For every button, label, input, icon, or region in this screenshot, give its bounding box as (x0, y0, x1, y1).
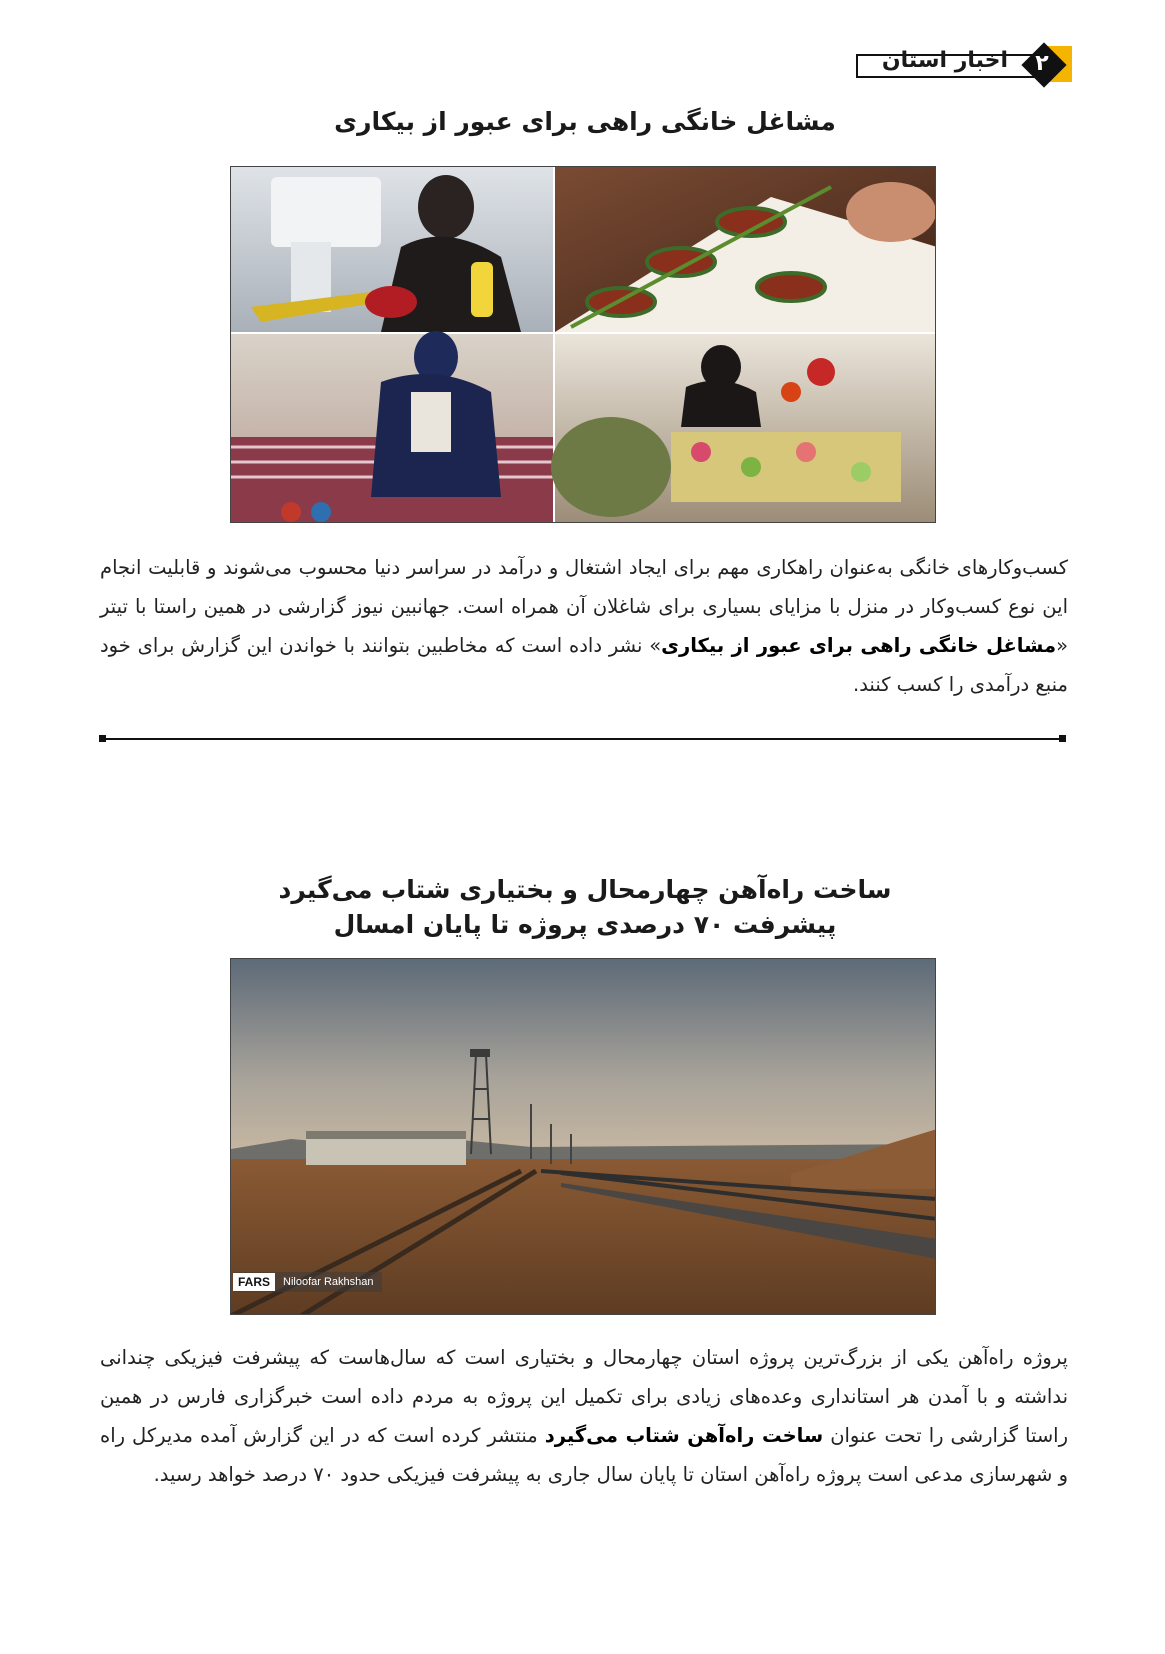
article1-body-bold: مشاغل خانگی راهی برای عبور از بیکاری (661, 634, 1057, 657)
credit-agency-logo: FARS (233, 1273, 275, 1291)
divider-right-end (1059, 735, 1066, 742)
article2-title (230, 872, 940, 942)
divider-left-end (99, 735, 106, 742)
article1-body (100, 548, 1068, 704)
section-header (850, 40, 1080, 90)
section-title: اخبار استان (881, 48, 1008, 73)
article2-body (100, 1338, 1068, 1494)
article1-title: مشاغل خانگی راهی برای عبور از بیکاری (334, 107, 836, 136)
article1-body-lead: کسب‌وکارهای خانگی به‌عنوان راهکاری مهم برای ایجاد اشتغال و درآمد در سراسر دنیا محسوب می‌شوند و قابلیت انجام این نوع کسب‌وکار در منزل با مزایای بسیاری برای شاغلان آن همراه است. جهانبین نیوز گزارشی در همین راستا با تیتر « (100, 556, 1068, 657)
article2-body-tail: منتشر کرده است که در این گزارش آمده مدیرکل راه و شهرسازی مدعی است پروژه راه‌آهن استان تا پایان سال جاری به پیشرفت فیزیکی حدود ۷۰ درصد خواهد رسید. (100, 1424, 1068, 1486)
embroidery-photo (555, 167, 936, 332)
crafts-table-photo (551, 334, 936, 523)
page-number: ۲ (1035, 51, 1049, 76)
section-divider (100, 738, 1066, 740)
railway-illustration (231, 959, 936, 1315)
article2-title-line1: ساخت راه‌آهن چهارمحال و بختیاری شتاب می‌گیرد (278, 875, 892, 904)
photo-credit (233, 1272, 382, 1292)
article1-body-tail: » نشر داده است که مخاطبین بتوانند با خواندن این گزارش برای خود منبع درآمدی را کسب کنند. (100, 634, 1068, 696)
article2-railway-photo (230, 958, 936, 1315)
article2-title-line2: پیشرفت ۷۰ درصدی پروژه تا پایان امسال (333, 910, 837, 939)
credit-photographer: Niloofar Rakhshan (283, 1276, 374, 1288)
article1-photo-collage (230, 166, 936, 523)
weaving-photo (231, 331, 553, 523)
article2-body-bold: ساخت راه‌آهن شتاب می‌گیرد (544, 1424, 824, 1447)
collage-illustration (231, 167, 936, 523)
article2-body-lead: پروژه راه‌آهن یکی از بزرگ‌ترین پروژه استان چهارمحال و بختیاری است که سال‌هاست که پیشرفت فیزیکی چندانی نداشته و با آمدن هر استانداری وعده‌های زیادی برای تکمیل این پروژه به مردم داده است خبرگزاری فارس در همین راستا گزارشی را تحت عنوان (100, 1346, 1068, 1447)
page-number-badge (1026, 42, 1072, 88)
sewing-machine-photo (231, 167, 553, 332)
